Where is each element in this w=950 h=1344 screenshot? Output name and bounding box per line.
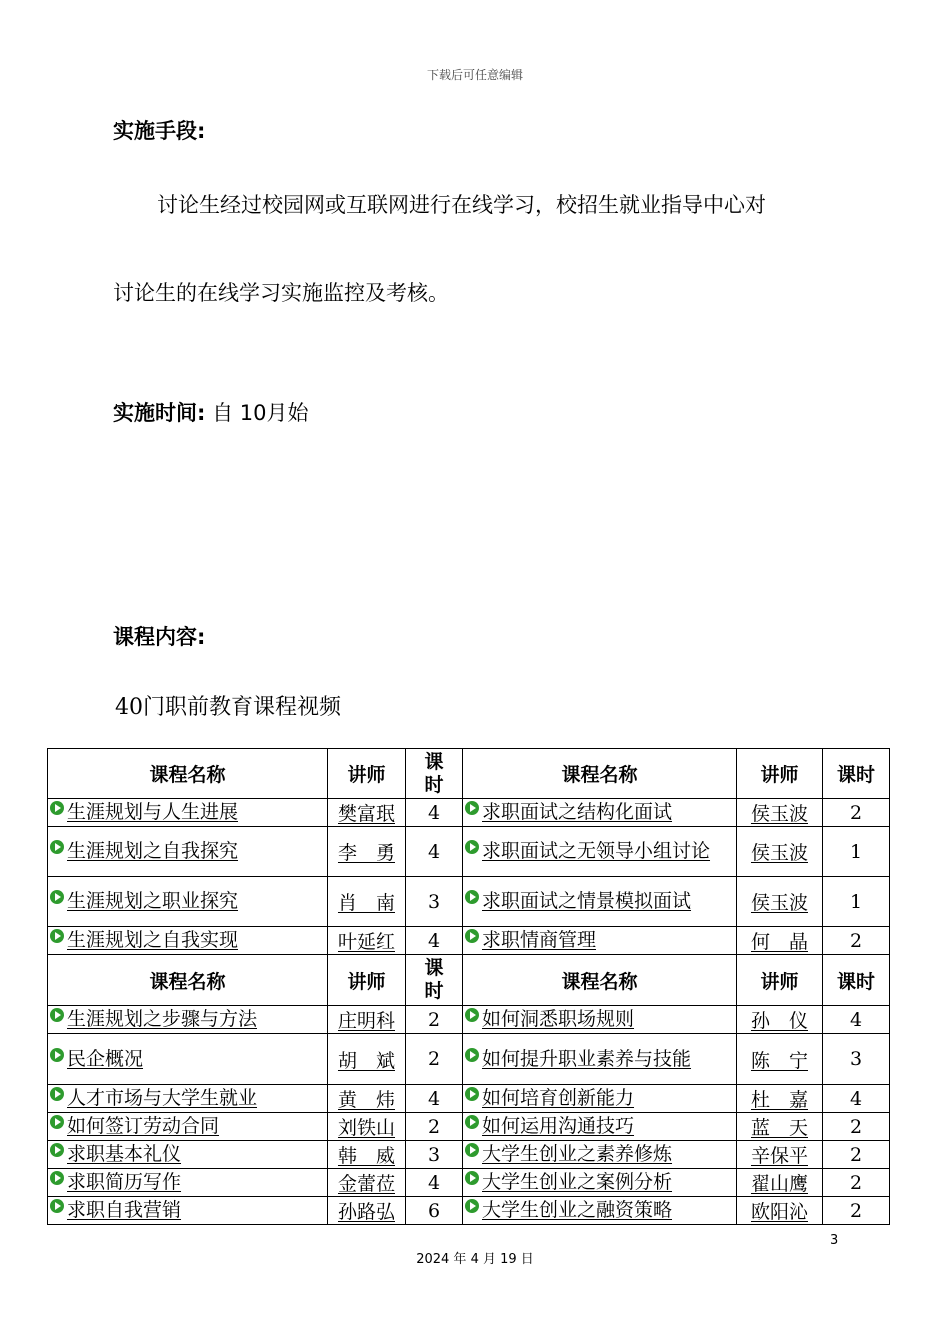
teacher-cell bbox=[328, 799, 406, 827]
hours-cell: 1 bbox=[823, 877, 890, 927]
teacher-link[interactable]: 何 晶 bbox=[750, 931, 808, 953]
play-video-icon[interactable] bbox=[50, 1143, 64, 1157]
course-link[interactable]: 生涯规划与人生进展 bbox=[67, 801, 239, 823]
teacher-link[interactable]: 韩 威 bbox=[337, 1145, 395, 1167]
table-row bbox=[48, 1141, 890, 1169]
course-link[interactable]: 大学生创业之案例分析 bbox=[482, 1171, 673, 1193]
table-row bbox=[48, 1085, 890, 1113]
play-video-icon[interactable] bbox=[465, 929, 479, 943]
course-name-cell bbox=[463, 877, 737, 927]
course-link[interactable]: 如何培育创新能力 bbox=[482, 1087, 635, 1109]
teacher-link[interactable]: 庄明科 bbox=[337, 1010, 395, 1032]
course-link[interactable]: 生涯规划之自我实现 bbox=[67, 929, 239, 951]
teacher-link[interactable]: 樊富珉 bbox=[337, 803, 395, 825]
table-row bbox=[48, 927, 890, 955]
teacher-link[interactable]: 侯玉波 bbox=[750, 842, 808, 864]
teacher-cell bbox=[328, 1169, 406, 1197]
hours-cell: 1 bbox=[823, 827, 890, 877]
teacher-cell bbox=[328, 877, 406, 927]
teacher-cell bbox=[328, 827, 406, 877]
course-link[interactable]: 生涯规划之职业探究 bbox=[67, 890, 239, 912]
teacher-cell bbox=[737, 1197, 823, 1225]
teacher-link[interactable]: 叶延红 bbox=[337, 931, 395, 953]
teacher-cell bbox=[737, 1169, 823, 1197]
method-heading: 实施手段: bbox=[113, 119, 206, 143]
hours-cell: 2 bbox=[406, 1034, 463, 1085]
course-link[interactable]: 人才市场与大学生就业 bbox=[67, 1087, 258, 1109]
course-table bbox=[47, 748, 890, 1225]
header-course-name: 课程名称 bbox=[463, 749, 737, 799]
teacher-link[interactable]: 刘铁山 bbox=[337, 1117, 395, 1139]
course-name-cell bbox=[48, 1034, 328, 1085]
play-video-icon[interactable] bbox=[465, 890, 479, 904]
teacher-cell bbox=[328, 1085, 406, 1113]
table-row bbox=[48, 1169, 890, 1197]
time-line bbox=[113, 397, 309, 427]
play-video-icon[interactable] bbox=[50, 1008, 64, 1022]
content-heading: 课程内容: bbox=[113, 625, 206, 649]
header-note: 下载后可任意编辑 bbox=[426, 68, 523, 82]
method-paragraph-line1: 讨论生经过校园网或互联网进行在线学习，校招生就业指导中心对 bbox=[157, 193, 766, 217]
course-link[interactable]: 求职面试之无领导小组讨论 bbox=[482, 840, 711, 862]
teacher-link[interactable]: 黄 炜 bbox=[337, 1089, 395, 1111]
header-hours: 课时 bbox=[823, 749, 890, 799]
time-heading: 实施时间: bbox=[113, 401, 206, 425]
course-link[interactable]: 求职简历写作 bbox=[67, 1171, 182, 1193]
teacher-cell bbox=[737, 1113, 823, 1141]
course-link[interactable]: 民企概况 bbox=[67, 1047, 144, 1070]
teacher-link[interactable]: 侯玉波 bbox=[750, 892, 808, 914]
teacher-link[interactable]: 孙路弘 bbox=[337, 1201, 395, 1223]
play-video-icon[interactable] bbox=[50, 890, 64, 904]
teacher-cell bbox=[328, 1006, 406, 1034]
method-paragraph-line2: 讨论生的在线学习实施监控及考核。 bbox=[113, 281, 449, 305]
content-subtitle: 40门职前教育课程视频 bbox=[115, 695, 341, 720]
play-video-icon[interactable] bbox=[465, 1087, 479, 1101]
play-video-icon[interactable] bbox=[465, 1171, 479, 1185]
hours-cell: 2 bbox=[823, 1113, 890, 1141]
course-link[interactable]: 如何运用沟通技巧 bbox=[482, 1115, 635, 1137]
course-name-cell bbox=[48, 827, 328, 877]
course-name-cell bbox=[463, 927, 737, 955]
header-teacher: 讲师 bbox=[737, 955, 823, 1006]
header-hours: 课 时 bbox=[406, 955, 463, 1006]
play-video-icon[interactable] bbox=[465, 840, 479, 854]
header-course-name: 课程名称 bbox=[48, 749, 328, 799]
course-link[interactable]: 如何洞悉职场规则 bbox=[482, 1008, 635, 1030]
play-video-icon[interactable] bbox=[50, 840, 64, 854]
header-course-name: 课程名称 bbox=[463, 955, 737, 1006]
hours-cell: 3 bbox=[406, 877, 463, 927]
teacher-cell bbox=[328, 1141, 406, 1169]
table-row bbox=[48, 877, 890, 927]
course-link[interactable]: 生涯规划之自我探究 bbox=[67, 840, 239, 862]
course-link[interactable]: 生涯规划之步骤与方法 bbox=[67, 1008, 258, 1030]
time-value: 自 10月始 bbox=[212, 401, 309, 425]
hours-cell: 3 bbox=[406, 1141, 463, 1169]
course-name-cell bbox=[463, 1141, 737, 1169]
teacher-cell bbox=[737, 799, 823, 827]
table-row bbox=[48, 1034, 890, 1085]
course-name-cell bbox=[48, 799, 328, 827]
course-name-cell bbox=[463, 1197, 737, 1225]
play-video-icon[interactable] bbox=[465, 1048, 479, 1062]
play-video-icon[interactable] bbox=[465, 1143, 479, 1157]
hours-cell: 6 bbox=[406, 1197, 463, 1225]
teacher-cell bbox=[328, 1113, 406, 1141]
course-name-cell bbox=[48, 927, 328, 955]
course-name-cell bbox=[463, 1085, 737, 1113]
play-video-icon[interactable] bbox=[50, 801, 64, 815]
course-name-cell bbox=[463, 1006, 737, 1034]
play-video-icon[interactable] bbox=[50, 1048, 64, 1062]
hours-cell: 4 bbox=[406, 927, 463, 955]
teacher-cell bbox=[737, 1034, 823, 1085]
hours-cell: 2 bbox=[406, 1006, 463, 1034]
play-video-icon[interactable] bbox=[465, 1008, 479, 1022]
course-name-cell bbox=[463, 799, 737, 827]
course-name-cell bbox=[48, 1085, 328, 1113]
table-header-row bbox=[48, 955, 890, 1006]
course-name-cell bbox=[463, 1169, 737, 1197]
table-row bbox=[48, 1113, 890, 1141]
teacher-cell bbox=[328, 1034, 406, 1085]
page-number: 3 bbox=[830, 1233, 839, 1248]
teacher-link[interactable]: 杜 嘉 bbox=[750, 1089, 808, 1111]
teacher-link[interactable]: 陈 宁 bbox=[750, 1049, 808, 1072]
table-row bbox=[48, 799, 890, 827]
teacher-link[interactable]: 蓝 天 bbox=[750, 1117, 808, 1139]
table-header-row bbox=[48, 749, 890, 799]
footer-date: 2024 年 4 月 19 日 bbox=[416, 1252, 534, 1267]
header-teacher: 讲师 bbox=[737, 749, 823, 799]
course-name-cell bbox=[48, 1141, 328, 1169]
teacher-link[interactable]: 辛保平 bbox=[750, 1145, 808, 1167]
hours-cell: 2 bbox=[823, 1197, 890, 1225]
teacher-link[interactable]: 金蕾莅 bbox=[337, 1173, 395, 1195]
course-name-cell bbox=[463, 827, 737, 877]
course-link[interactable]: 求职自我营销 bbox=[67, 1199, 182, 1221]
course-name-cell bbox=[48, 877, 328, 927]
course-name-cell bbox=[48, 1006, 328, 1034]
hours-cell: 2 bbox=[823, 799, 890, 827]
play-video-icon[interactable] bbox=[50, 1171, 64, 1185]
play-video-icon[interactable] bbox=[50, 1087, 64, 1101]
hours-cell: 4 bbox=[823, 1006, 890, 1034]
course-name-cell bbox=[463, 1034, 737, 1085]
course-link[interactable]: 求职情商管理 bbox=[482, 929, 597, 951]
teacher-link[interactable]: 侯玉波 bbox=[750, 803, 808, 825]
hours-cell: 4 bbox=[406, 1169, 463, 1197]
teacher-cell bbox=[328, 1197, 406, 1225]
course-link[interactable]: 求职面试之情景模拟面试 bbox=[482, 890, 692, 912]
course-name-cell bbox=[463, 1113, 737, 1141]
course-table-body bbox=[48, 749, 890, 1225]
course-link[interactable]: 求职基本礼仪 bbox=[67, 1143, 182, 1165]
play-video-icon[interactable] bbox=[50, 1199, 64, 1213]
hours-cell: 3 bbox=[823, 1034, 890, 1085]
teacher-cell bbox=[737, 1141, 823, 1169]
teacher-link[interactable]: 孙 仪 bbox=[750, 1010, 808, 1032]
teacher-cell bbox=[737, 877, 823, 927]
course-link[interactable]: 大学生创业之素养修炼 bbox=[482, 1143, 673, 1165]
teacher-cell bbox=[737, 1085, 823, 1113]
hours-cell: 4 bbox=[823, 1085, 890, 1113]
teacher-cell bbox=[737, 927, 823, 955]
course-link[interactable]: 如何提升职业素养与技能 bbox=[482, 1047, 692, 1070]
course-name-cell bbox=[48, 1169, 328, 1197]
play-video-icon[interactable] bbox=[50, 929, 64, 943]
hours-cell: 2 bbox=[823, 927, 890, 955]
teacher-link[interactable]: 翟山鹰 bbox=[750, 1173, 808, 1195]
course-name-cell bbox=[48, 1197, 328, 1225]
teacher-cell bbox=[737, 827, 823, 877]
teacher-cell bbox=[328, 927, 406, 955]
play-video-icon[interactable] bbox=[465, 1199, 479, 1213]
hours-cell: 2 bbox=[823, 1141, 890, 1169]
course-link[interactable]: 大学生创业之融资策略 bbox=[482, 1199, 673, 1221]
play-video-icon[interactable] bbox=[465, 801, 479, 815]
hours-cell: 4 bbox=[406, 799, 463, 827]
header-course-name: 课程名称 bbox=[48, 955, 328, 1006]
teacher-link[interactable]: 肖 南 bbox=[337, 892, 395, 914]
hours-cell: 4 bbox=[406, 827, 463, 877]
teacher-link[interactable]: 胡 斌 bbox=[337, 1049, 395, 1072]
header-hours: 课时 bbox=[823, 955, 890, 1006]
play-video-icon[interactable] bbox=[465, 1115, 479, 1129]
course-link[interactable]: 求职面试之结构化面试 bbox=[482, 801, 673, 823]
hours-cell: 2 bbox=[406, 1113, 463, 1141]
course-link[interactable]: 如何签订劳动合同 bbox=[67, 1115, 220, 1137]
course-name-cell bbox=[48, 1113, 328, 1141]
hours-cell: 2 bbox=[823, 1169, 890, 1197]
header-hours: 课 时 bbox=[406, 749, 463, 799]
teacher-link[interactable]: 李 勇 bbox=[337, 842, 395, 864]
table-row bbox=[48, 827, 890, 877]
header-teacher: 讲师 bbox=[328, 749, 406, 799]
table-row bbox=[48, 1006, 890, 1034]
table-row bbox=[48, 1197, 890, 1225]
header-teacher: 讲师 bbox=[328, 955, 406, 1006]
teacher-cell bbox=[737, 1006, 823, 1034]
teacher-link[interactable]: 欧阳沁 bbox=[750, 1201, 808, 1223]
hours-cell: 4 bbox=[406, 1085, 463, 1113]
play-video-icon[interactable] bbox=[50, 1115, 64, 1129]
